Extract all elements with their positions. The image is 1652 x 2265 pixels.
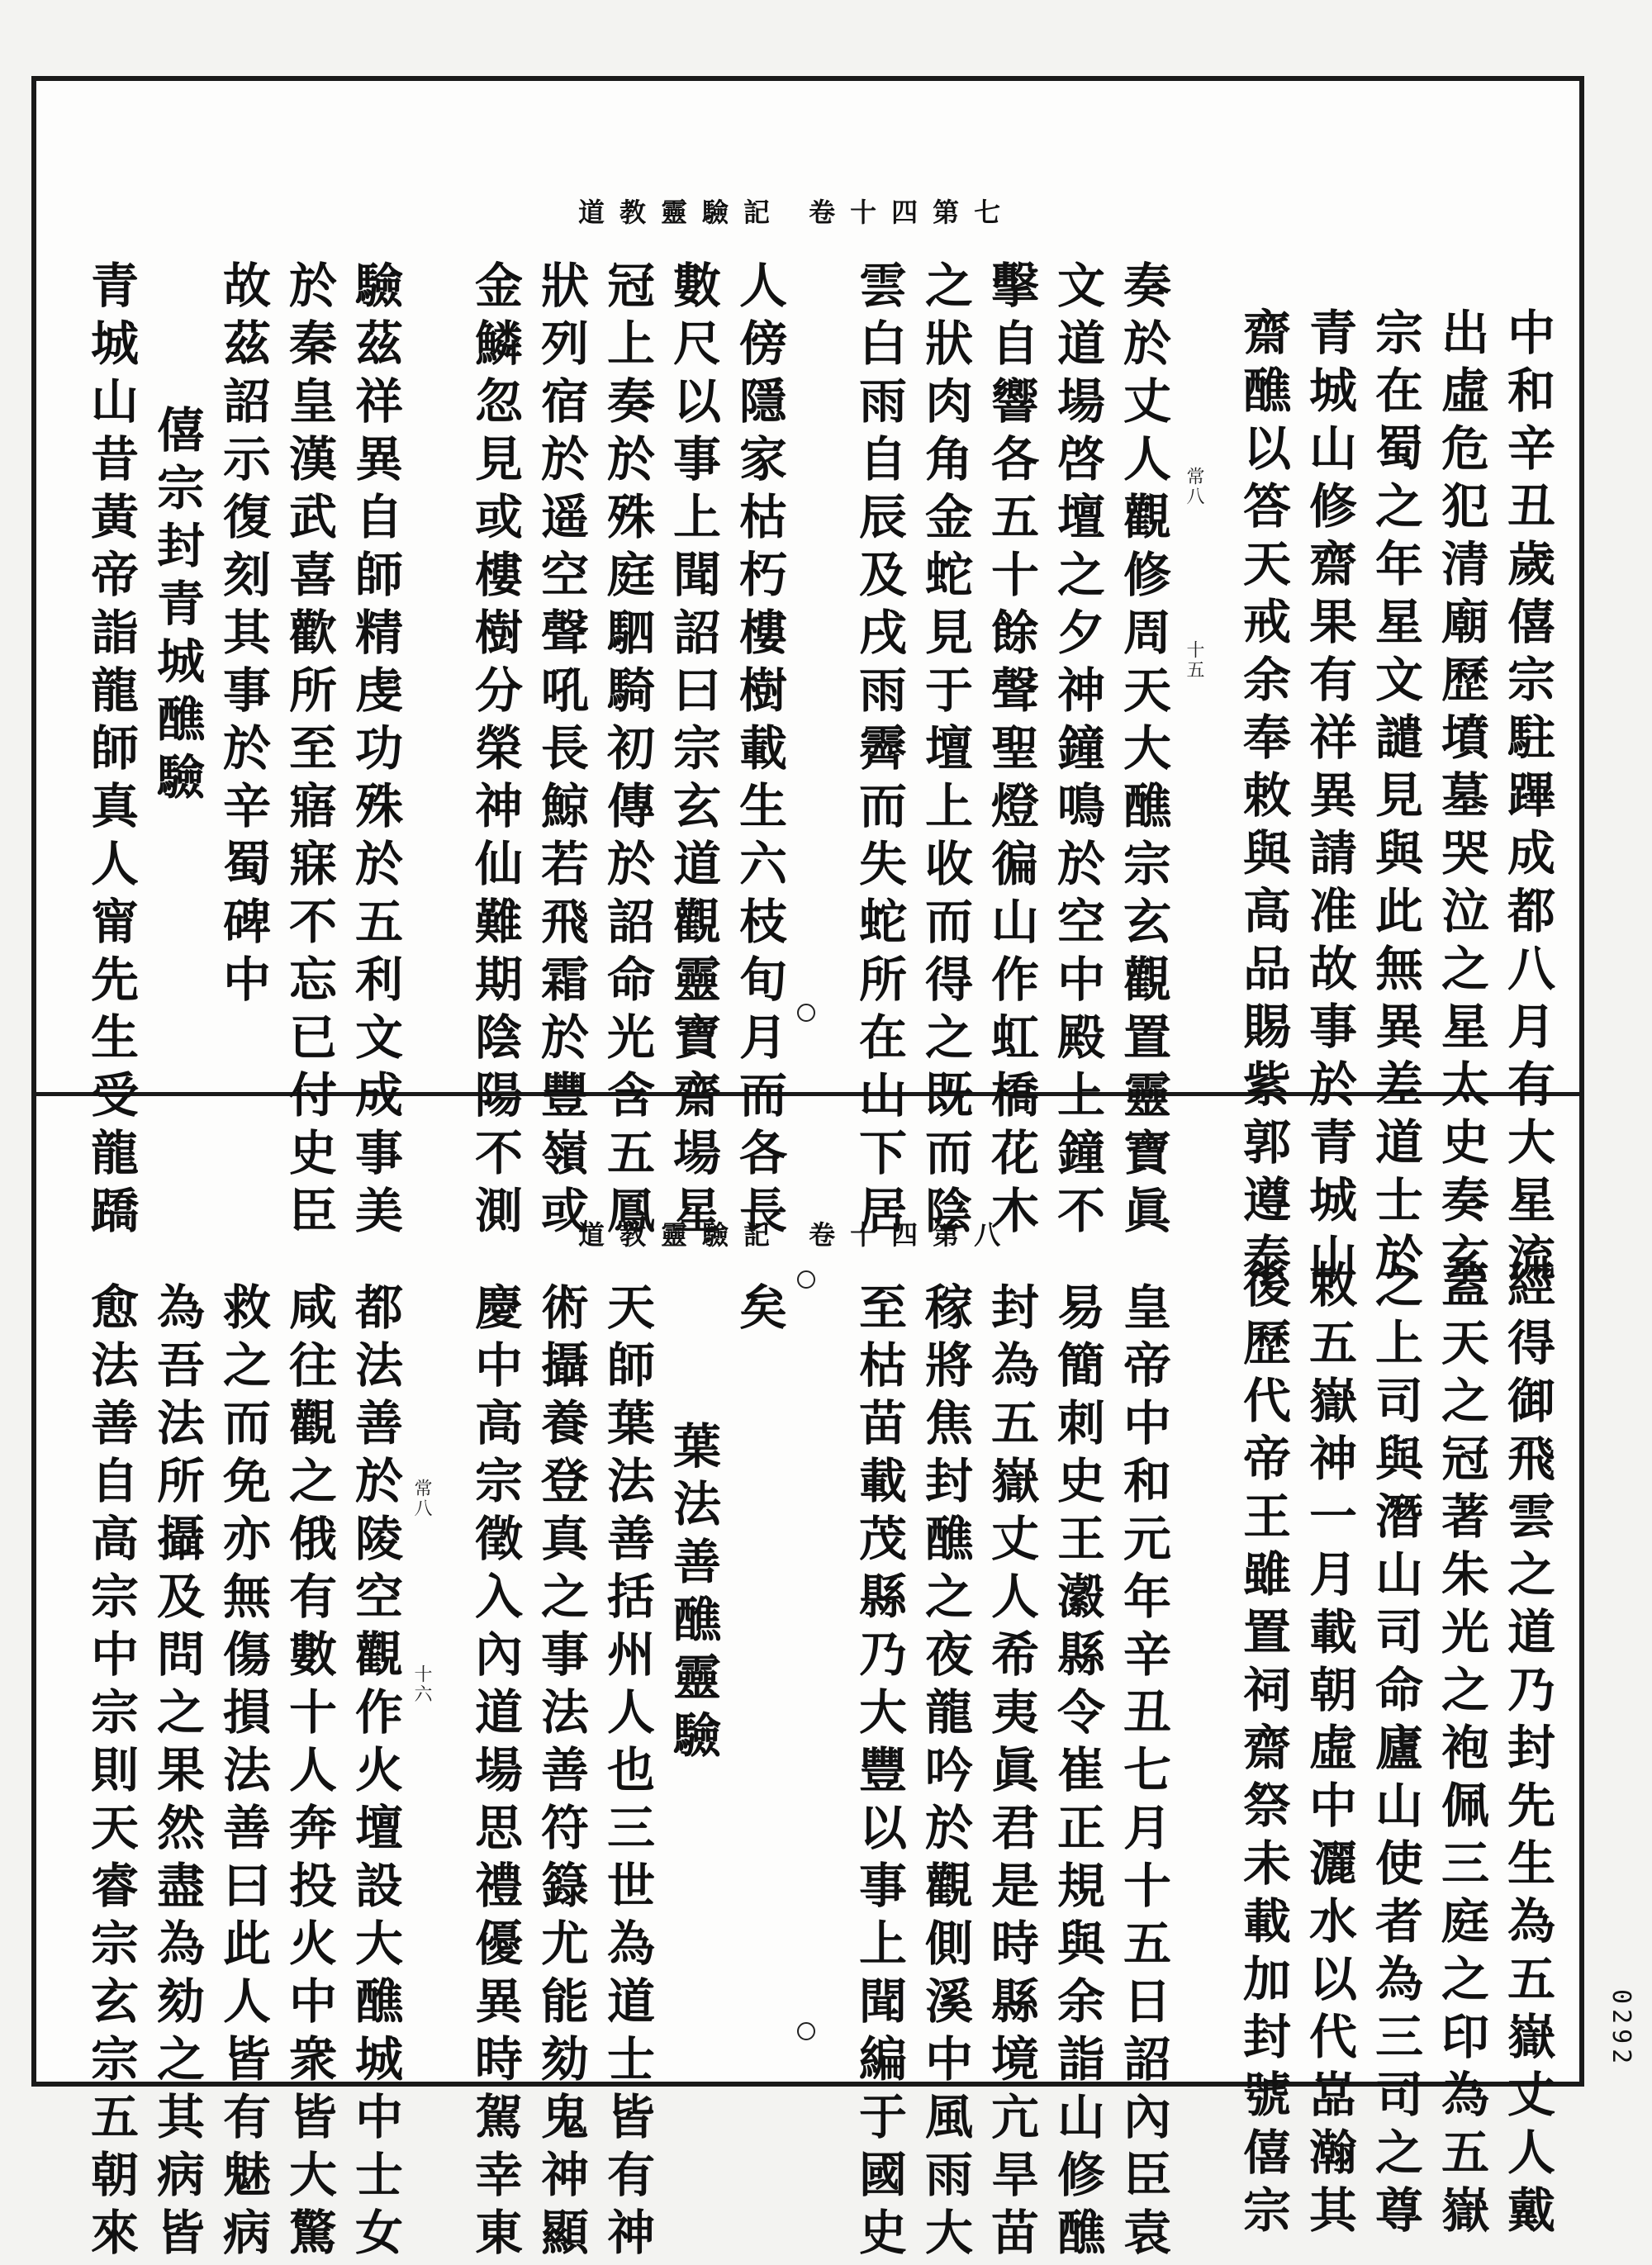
bottom-text-column: 都法善於陵空觀作火壇設大醮城中士女: [347, 1282, 403, 2265]
bottom-text-column: 至枯苗載茂縣乃大豐以事上聞編于國史: [851, 1282, 907, 2265]
top-text-column: 數尺以事上聞詔曰宗玄道觀靈寶齋場星: [665, 260, 721, 1243]
top-section-title: 僖宗封青城醮驗: [149, 405, 205, 810]
top-margin-number: 十五: [1184, 640, 1204, 680]
bottom-text-column: 救之而免亦無傷損法善曰此人皆有魅病: [215, 1282, 271, 2265]
top-text-column: 雲白雨自辰及戌雨霽而失蛇所在山下居: [851, 260, 907, 1243]
bottom-text-column: 慶中高宗徵入內道場思禮優異時駕幸東: [467, 1282, 523, 2265]
top-text-column: 狀列宿於遥空聲吼長鯨若飛霜於豐嶺或: [533, 260, 589, 1243]
top-text-column: 人傍隱家枯朽樓樹載生六枝旬月而各長: [731, 260, 787, 1243]
bottom-text-column: 易簡刺史王瀫縣令崔正規與余詣山修醮: [1049, 1282, 1105, 2265]
bottom-circle-mark-top: [797, 1270, 815, 1289]
bottom-text-column: 天師葉法善括州人也三世為道士皆有神: [599, 1282, 655, 2265]
bottom-text-column: 封為五嶽丈人希夷眞君是時縣境亢旱苗: [983, 1282, 1039, 2265]
top-text-column: 出虛危犯清廟歷墳墓哭泣之星太史奏玄: [1433, 307, 1489, 1290]
top-page-header: 道教靈驗記 卷十四第七: [578, 197, 1016, 228]
top-text-column: 故茲詔示復刻其事於辛蜀碑中: [215, 260, 271, 1012]
bottom-text-column: 咸往觀之俄有數十人奔投火中衆皆大驚: [281, 1282, 337, 2265]
top-text-column: 中和辛丑歲僖宗駐蹕成都八月有大星流: [1499, 307, 1555, 1290]
top-text-column: 奏於丈人觀修周天大醮宗玄觀置靈寶眞: [1115, 260, 1171, 1243]
top-text-column: 之狀肉角金蛇見于壇上收而得之既而陰: [917, 260, 973, 1243]
top-text-column: 青城山修齋果有祥異請准故事於青城山: [1301, 307, 1357, 1290]
bottom-text-column: 敕五嶽神一月載朝虛中灑水以代嵓瀚其: [1301, 1260, 1357, 2243]
bottom-text-column: 蓋天之冠著朱光之袍佩三庭之印為五嶽: [1433, 1260, 1489, 2243]
top-text-column: 青城山昔黃帝詣龍師真人甯先生受龍蹻: [83, 260, 139, 1243]
top-text-column: 宗在蜀之年星文譴見與此無異差道士於: [1367, 307, 1423, 1290]
top-circle-mark: [797, 1004, 815, 1022]
bottom-text-column: 為吾法所攝及問之果然盡為劾之其病皆: [149, 1282, 205, 2265]
top-text-column: 冠上奏於殊庭駟騎初傳於詔命光含五鳳: [599, 260, 655, 1243]
top-margin-mark: 常八: [1184, 467, 1204, 506]
top-text-column: 齋醮以答天戒余奉敕與高品賜紫郭遵泰: [1235, 307, 1291, 1290]
bottom-text-column: 經得御飛雲之道乃封先生為五嶽丈人戴: [1499, 1260, 1555, 2243]
bottom-text-column: 愈法善自高宗中宗則天睿宗玄宗五朝來: [83, 1282, 139, 2265]
top-text-column: 擊自響各五十餘聲聖燈徧山作虹橋花木: [983, 260, 1039, 1243]
top-text-column: 於秦皇漢武喜歡所至寤寐不忘已付史臣: [281, 260, 337, 1243]
top-text-column: 文道場啓壇之夕神鐘鳴於空中殿上鐘不: [1049, 260, 1105, 1243]
top-text-column: 金鱗忽見或樓樹分榮神仙難期陰陽不測: [467, 260, 523, 1243]
bottom-margin-mark: 常八: [411, 1479, 432, 1518]
top-text-column: 驗茲祥異自師精虔功殊於五利文成事美: [347, 260, 403, 1243]
bottom-text-column: 稼將焦封醮之夜龍吟於觀側溪中風雨大: [917, 1282, 973, 2265]
bottom-text-column: 皇帝中和元年辛丑七月十五日詔內臣袁: [1115, 1282, 1171, 2265]
bottom-page-header: 道教靈驗記 卷十四第八: [578, 1219, 1016, 1251]
bottom-margin-number: 十六: [411, 1664, 432, 1704]
bottom-text-column: 後歷代帝王雖置祠齋祭未載加封號僖宗: [1235, 1260, 1291, 2243]
bottom-text-column: 之上司與潛山司命廬山使者為三司之尊: [1367, 1260, 1423, 2243]
bottom-text-column: 矣: [731, 1282, 787, 1340]
bottom-section-title: 葉法善醮靈驗: [665, 1421, 721, 1768]
bottom-text-column: 術攝養登真之事法善符籙尤能劾鬼神顯: [533, 1282, 589, 2265]
page-number: 0292: [1607, 1989, 1635, 2069]
bottom-circle-mark-end: [797, 2022, 815, 2040]
